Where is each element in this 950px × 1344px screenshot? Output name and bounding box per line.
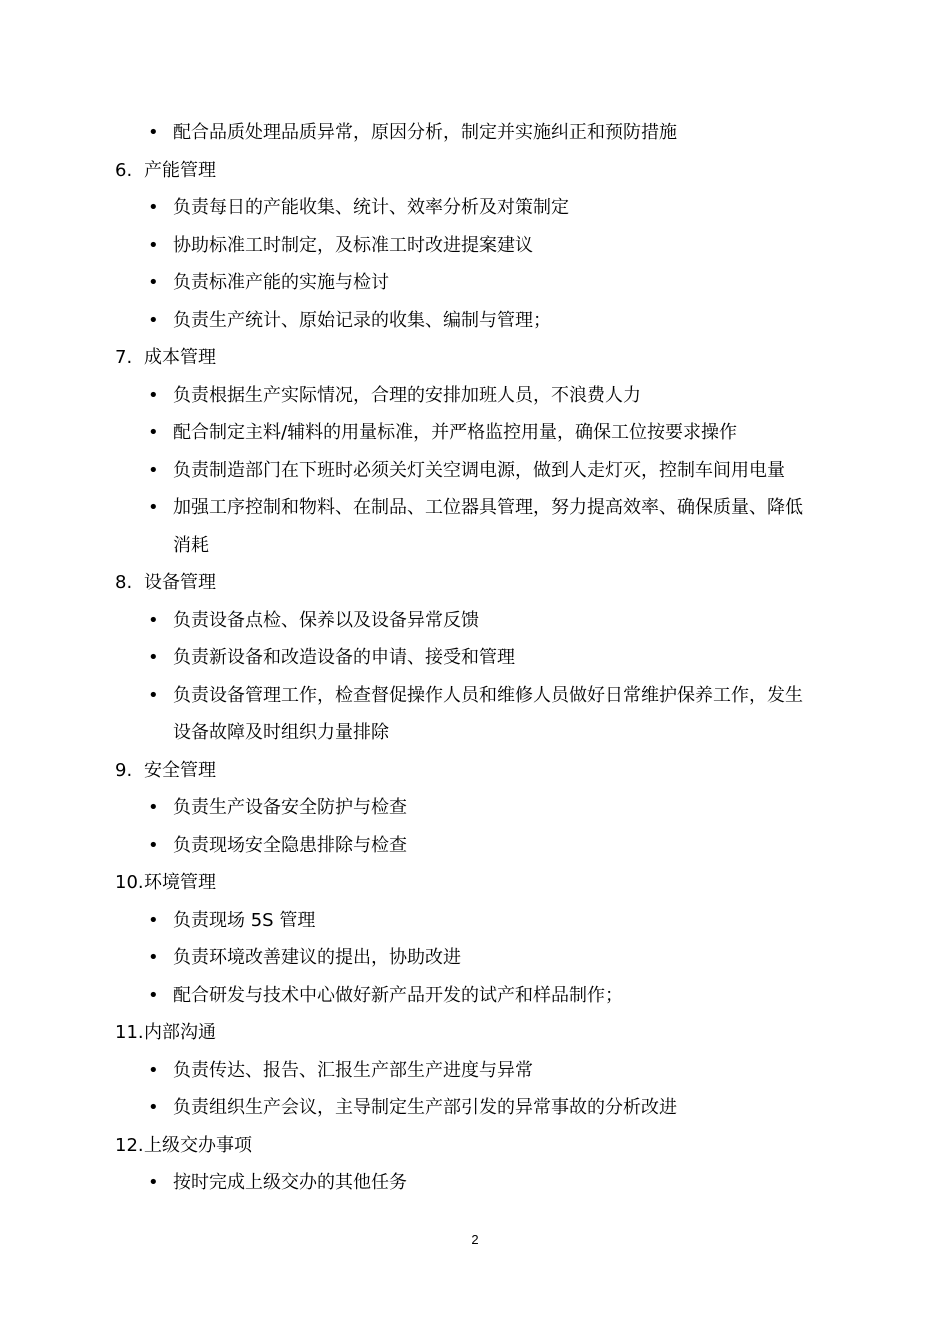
list-item (115, 452, 855, 490)
item-text: 负责制造部门在下班时必须关灯关空调电源，做到人走灯灭，控制车间用电量 (173, 459, 785, 481)
item-text: 配合品质处理品质异常，原因分析，制定并实施纠正和预防措施 (173, 122, 677, 143)
bullet-icon: • (148, 197, 159, 218)
list-item-continuation (115, 527, 855, 565)
item-text: 设备故障及时组织力量排除 (173, 722, 389, 743)
item-text: 负责生产设备安全防护与检查 (173, 797, 407, 818)
list-item (115, 789, 855, 827)
bullet-icon: • (148, 309, 159, 331)
section-title: 产能管理 (144, 159, 216, 181)
item-text: 负责现场 5S 管理 (173, 909, 316, 931)
item-text: 负责生产统计、原始记录的收集、编制与管理； (173, 309, 551, 331)
list-item (115, 1052, 855, 1090)
section-title: 安全管理 (144, 759, 216, 781)
section-heading (115, 864, 855, 902)
bullet-icon: • (148, 684, 159, 706)
item-text: 配合制定主料/辅料的用量标准，并严格监控用量，确保工位按要求操作 (173, 422, 738, 443)
bullet-icon: • (148, 1059, 159, 1081)
list-item (115, 1089, 855, 1127)
list-item (115, 939, 855, 977)
section-heading (115, 152, 855, 190)
section-number: 6. (115, 159, 133, 181)
item-text: 负责每日的产能收集、统计、效率分析及对策制定 (173, 197, 569, 218)
section-heading (115, 1127, 855, 1165)
section-heading (115, 564, 855, 602)
bullet-icon: • (148, 797, 159, 818)
list-item (115, 902, 855, 940)
item-text: 负责标准产能的实施与检讨 (173, 272, 389, 293)
section-number: 11. (115, 1022, 144, 1043)
list-item (115, 227, 855, 265)
bullet-icon: • (148, 984, 159, 1006)
bullet-icon: • (148, 422, 159, 443)
section-heading (115, 339, 855, 377)
section-number: 12. (115, 1134, 144, 1156)
page-number: 2 (471, 1232, 479, 1247)
bullet-icon: • (148, 384, 159, 406)
section-number: 9. (115, 759, 133, 781)
bullet-icon: • (148, 609, 159, 631)
list-item (115, 827, 855, 865)
section-title: 环境管理 (144, 872, 216, 893)
list-item-continuation (115, 714, 855, 752)
section-number: 7. (115, 347, 133, 368)
bullet-icon: • (148, 497, 159, 518)
section-title: 成本管理 (144, 347, 216, 368)
bullet-icon: • (148, 234, 159, 256)
item-text: 加强工序控制和物料、在制品、工位器具管理，努力提高效率、确保质量、降低 (173, 497, 803, 518)
item-text: 负责传达、报告、汇报生产部生产进度与异常 (173, 1059, 533, 1081)
bullet-icon: • (148, 122, 159, 143)
item-text: 协助标准工时制定，及标准工时改进提案建议 (173, 234, 533, 256)
bullet-icon: • (148, 909, 159, 931)
list-item (115, 114, 855, 152)
list-item (115, 677, 855, 715)
list-item (115, 377, 855, 415)
list-item (115, 189, 855, 227)
bullet-icon: • (148, 272, 159, 293)
item-text: 消耗 (173, 534, 209, 556)
bullet-icon: • (148, 647, 159, 668)
section-title: 内部沟通 (144, 1022, 216, 1043)
bullet-icon: • (148, 834, 159, 856)
section-heading (115, 752, 855, 790)
list-item (115, 489, 855, 527)
item-text: 负责组织生产会议，主导制定生产部引发的异常事故的分析改进 (173, 1097, 677, 1118)
list-item (115, 414, 855, 452)
list-item (115, 264, 855, 302)
bullet-icon: • (148, 459, 159, 481)
item-text: 负责环境改善建议的提出，协助改进 (173, 947, 461, 968)
list-item (115, 639, 855, 677)
item-text: 负责根据生产实际情况，合理的安排加班人员，不浪费人力 (173, 384, 641, 406)
list-item (115, 302, 855, 340)
list-item (115, 1164, 855, 1202)
document-body (115, 114, 855, 1202)
item-text: 负责设备点检、保养以及设备异常反馈 (173, 609, 479, 631)
list-item (115, 602, 855, 640)
section-number: 10. (115, 872, 144, 893)
item-text: 负责现场安全隐患排除与检查 (173, 834, 407, 856)
section-heading (115, 1014, 855, 1052)
bullet-icon: • (148, 1097, 159, 1118)
section-title: 设备管理 (144, 572, 216, 593)
item-text: 按时完成上级交办的其他任务 (173, 1172, 407, 1193)
bullet-icon: • (148, 1172, 159, 1193)
bullet-icon: • (148, 947, 159, 968)
section-number: 8. (115, 572, 133, 593)
item-text: 负责新设备和改造设备的申请、接受和管理 (173, 647, 515, 668)
section-title: 上级交办事项 (144, 1134, 252, 1156)
item-text: 负责设备管理工作，检查督促操作人员和维修人员做好日常维护保养工作，发生 (173, 684, 803, 706)
list-item (115, 977, 855, 1015)
item-text: 配合研发与技术中心做好新产品开发的试产和样品制作； (173, 984, 623, 1006)
